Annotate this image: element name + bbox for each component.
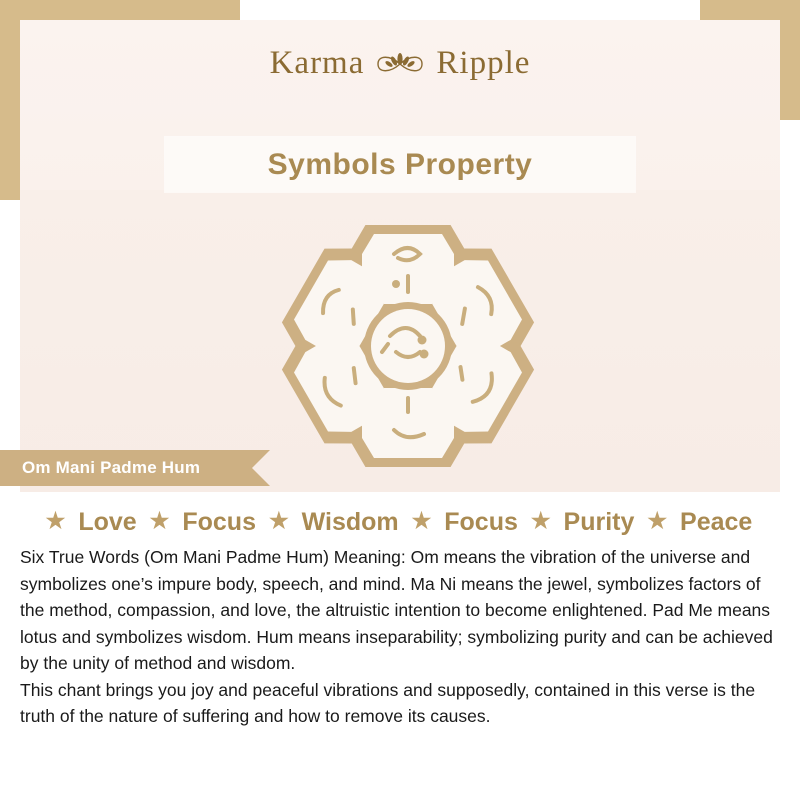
om-mani-padme-hum-mandala-icon <box>268 206 548 486</box>
page-title: Symbols Property <box>267 148 533 181</box>
brand-name-right: Ripple <box>436 45 531 81</box>
star-icon: ★ <box>149 508 170 533</box>
tag-notch <box>252 450 270 486</box>
lotus-infinity-icon <box>374 47 426 81</box>
corner-accent-top-left-horizontal <box>0 0 240 20</box>
corner-accent-top-left-vertical <box>0 0 20 200</box>
description-panel <box>0 492 800 800</box>
star-icon: ★ <box>647 508 668 533</box>
description-text <box>20 544 782 730</box>
description-paragraph-1: Six True Words (Om Mani Padme Hum) Meaning: Om means the vibration of the universe and symbolizes one’s impure body, speech, and mind. Ma Ni means the jewel, symbolizes factors of the method, compassion, and love, the altruistic intention to become enlightened. Pad Me means lotus and symbolizes wisdom. Hum means inseparability; symbolizing purity and can be achieved by the unity of method and wisdom. <box>20 547 773 673</box>
star-icon: ★ <box>45 508 66 533</box>
star-icon: ★ <box>411 508 432 533</box>
keyword-list <box>0 508 800 537</box>
keyword-item: Focus <box>182 508 256 536</box>
keyword-item: Peace <box>680 508 753 536</box>
keyword-item: Love <box>78 508 137 536</box>
mantra-tag-label: Om Mani Padme Hum <box>22 458 201 477</box>
star-icon: ★ <box>530 508 551 533</box>
keyword-item: Focus <box>444 508 518 536</box>
title-band <box>165 137 635 192</box>
star-icon: ★ <box>268 508 289 533</box>
brand-name-left: Karma <box>269 45 365 81</box>
keyword-item: Purity <box>563 508 635 536</box>
keyword-item: Wisdom <box>301 508 399 536</box>
brand-logo <box>0 44 800 82</box>
description-paragraph-2: This chant brings you joy and peaceful vibrations and supposedly, contained in this verse is the truth of the nature of suffering and how to remove its causes. <box>20 679 756 726</box>
mantra-tag <box>0 450 252 486</box>
